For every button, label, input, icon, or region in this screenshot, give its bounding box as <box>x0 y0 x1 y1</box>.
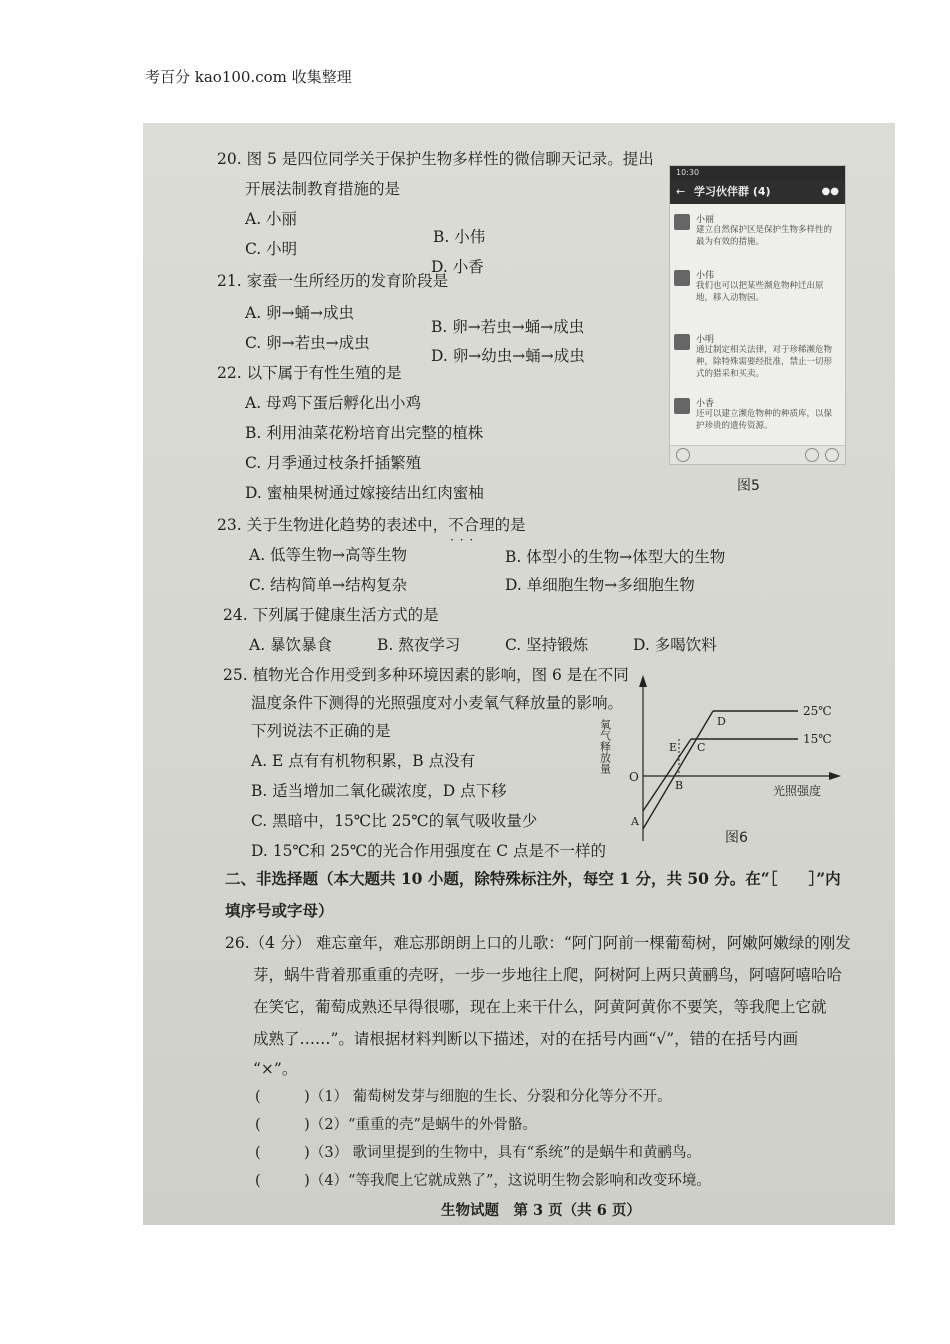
q23-emphasis: 不合理 · · · <box>448 516 495 534</box>
q24-stem: 24. 下列属于健康生活方式的是 <box>223 606 439 624</box>
q24-option-c: C. 坚持锻炼 <box>505 636 589 654</box>
sender-name: 小丽 <box>696 215 715 225</box>
point-label-e: E <box>669 741 678 754</box>
y-axis-label: 氧气释放量 <box>598 719 612 774</box>
people-icon: ●● <box>821 186 839 197</box>
q22-stem: 22. 以下属于有性生殖的是 <box>217 364 402 382</box>
chat-input-bar <box>670 445 845 464</box>
avatar <box>674 214 690 230</box>
q20-stem-cont: 开展法制教育措施的是 <box>245 180 401 198</box>
wechat-screenshot <box>669 165 846 465</box>
q20-stem: 20. 图 5 是四位同学关于保护生物多样性的微信聊天记录。提出 <box>217 150 654 168</box>
q26-item-2: ( )（2）“重重的壳”是蜗牛的外骨骼。 <box>255 1117 537 1133</box>
voice-icon <box>676 448 690 462</box>
q21-option-c: C. 卵→若虫→成虫 <box>245 334 370 352</box>
q26-text-line: “×”。 <box>253 1060 298 1078</box>
avatar <box>674 334 690 350</box>
q26-text-line: 芽，蜗牛背着那重重的壳呀，一步一步地往上爬，阿树阿上两只黄鹂鸟，阿嘻阿嘻哈哈 <box>253 966 843 984</box>
q26-item-4: ( )（4）“等我爬上它就成熟了”，这说明生物会影响和改变环境。 <box>255 1173 711 1189</box>
q23-option-d: D. 单细胞生物→多细胞生物 <box>505 576 695 594</box>
q20-option-c: C. 小明 <box>245 240 298 258</box>
q22-option-a: A. 母鸡下蛋后孵化出小鸡 <box>245 394 422 412</box>
figure-6-chart <box>598 671 843 851</box>
plus-icon <box>825 448 839 462</box>
exam-page <box>143 123 895 1225</box>
message-text: 建立自然保护区是保护生物多样性的最为有效的措施。 <box>696 225 833 247</box>
q24-option-d: D. 多喝饮料 <box>633 636 717 654</box>
series-line-25c-rise <box>643 711 713 829</box>
q20-option-a: A. 小丽 <box>245 210 298 228</box>
q23-option-b: B. 体型小的生物→体型大的生物 <box>505 548 726 566</box>
q26-text-line: 成熟了……”。请根据材料判断以下描述，对的在括号内画“√”，错的在括号内画 <box>253 1030 799 1048</box>
q23-stem-part2: 的是 <box>494 516 526 534</box>
page-header: 考百分 kao100.com 收集整理 <box>145 68 352 86</box>
q20-option-d: D. 小香 <box>431 258 484 276</box>
emoji-icon <box>805 448 819 462</box>
q26-text-line: 26.（4 分） 难忘童年，难忘那朗朗上口的儿歌：“阿门阿前一棵葡萄树，阿嫩阿嫩绿的刚发 <box>225 934 851 952</box>
chat-title: 学习伙伴群 (4) <box>694 185 771 198</box>
avatar <box>674 270 690 286</box>
page-footer: 生物试题 第 3 页（共 6 页） <box>441 1202 641 1219</box>
x-axis-arrow <box>829 772 841 780</box>
point-label-a: A <box>631 815 639 828</box>
q23-option-c: C. 结构简单→结构复杂 <box>249 576 408 594</box>
sender-name: 小香 <box>696 399 715 409</box>
q25-option-d: D. 15℃和 25℃的光合作用强度在 C 点是不一样的 <box>251 842 606 860</box>
message-text: 通过制定相关法律，对于珍稀濒危物种，除特殊需要经批准，禁止一切形式的猎采和买卖。 <box>696 345 833 379</box>
q22-option-d: D. 蜜柚果树通过嫁接结出红肉蜜柚 <box>245 484 484 502</box>
q25-stem-cont2: 下列说法不正确的是 <box>251 722 391 740</box>
point-label-d: D <box>717 715 726 728</box>
q25-option-b: B. 适当增加二氧化碳浓度，D 点下移 <box>251 782 507 800</box>
figure-5-caption: 图5 <box>737 478 760 494</box>
point-label-b: B <box>675 779 684 792</box>
message-text: 还可以建立濒危物种的种质库，以保护珍贵的遗传资源。 <box>696 409 833 431</box>
series-label-25c: 25℃ <box>803 704 832 718</box>
avatar <box>674 398 690 414</box>
x-axis-label: 光照强度 <box>773 784 822 798</box>
q21-option-d: D. 卵→幼虫→蛹→成虫 <box>431 347 585 365</box>
q23-stem <box>217 513 526 535</box>
q26-item-1: ( )（1） 葡萄树发芽与细胞的生长、分裂和分化等分不开。 <box>255 1089 672 1105</box>
q21-option-b: B. 卵→若虫→蛹→成虫 <box>431 318 585 336</box>
q23-option-a: A. 低等生物→高等生物 <box>249 546 408 564</box>
q25-option-c: C. 黑暗中，15℃比 25℃的氧气吸收量少 <box>251 812 538 830</box>
back-arrow-icon: ← <box>676 185 686 198</box>
q21-stem: 21. 家蚕一生所经历的发育阶段是 <box>217 272 449 290</box>
point-label-c: C <box>697 741 706 754</box>
origin-label: O <box>629 770 639 784</box>
chat-title-bar <box>670 180 845 204</box>
q25-stem-cont: 温度条件下测得的光照强度对小麦氧气释放量的影响。 <box>251 694 624 712</box>
figure-6-caption: 图6 <box>725 830 748 846</box>
message-text: 我们也可以把某些濒危物种迁出原地，移入动物园。 <box>696 281 824 303</box>
section-heading: 二、非选择题（本大题共 10 小题，除特殊标注外，每空 1 分，共 50 分。在“［ ］”内 <box>225 869 841 888</box>
q22-option-c: C. 月季通过枝条扦插繁殖 <box>245 454 422 472</box>
q23-stem-part1: 23. 关于生物进化趋势的表述中， <box>217 516 449 534</box>
q22-option-b: B. 利用油菜花粉培育出完整的植株 <box>245 424 484 442</box>
q26-item-3: ( )（3） 歌词里提到的生物中，具有“系统”的是蜗牛和黄鹂鸟。 <box>255 1145 701 1161</box>
q25-option-a: A. E 点有有机物积累，B 点没有 <box>251 752 476 770</box>
q24-option-a: A. 暴饮暴食 <box>249 636 333 654</box>
series-line-15c-rise <box>643 739 691 811</box>
y-axis-arrow <box>639 675 647 687</box>
phone-status-bar: 10:30 <box>670 166 845 180</box>
section-heading-cont: 填序号或字母） <box>225 901 334 920</box>
q20-option-b: B. 小伟 <box>433 228 486 246</box>
q24-option-b: B. 熬夜学习 <box>377 636 461 654</box>
q26-text-line: 在笑它，葡萄成熟还早得很哪，现在上来干什么，阿黄阿黄你不要笑，等我爬上它就 <box>253 998 827 1016</box>
sender-name: 小明 <box>696 335 715 345</box>
series-label-15c: 15℃ <box>803 732 832 746</box>
q25-stem: 25. 植物光合作用受到多种环境因素的影响，图 6 是在不同 <box>223 666 629 684</box>
sender-name: 小伟 <box>696 271 715 281</box>
q21-option-a: A. 卵→蛹→成虫 <box>245 304 355 322</box>
